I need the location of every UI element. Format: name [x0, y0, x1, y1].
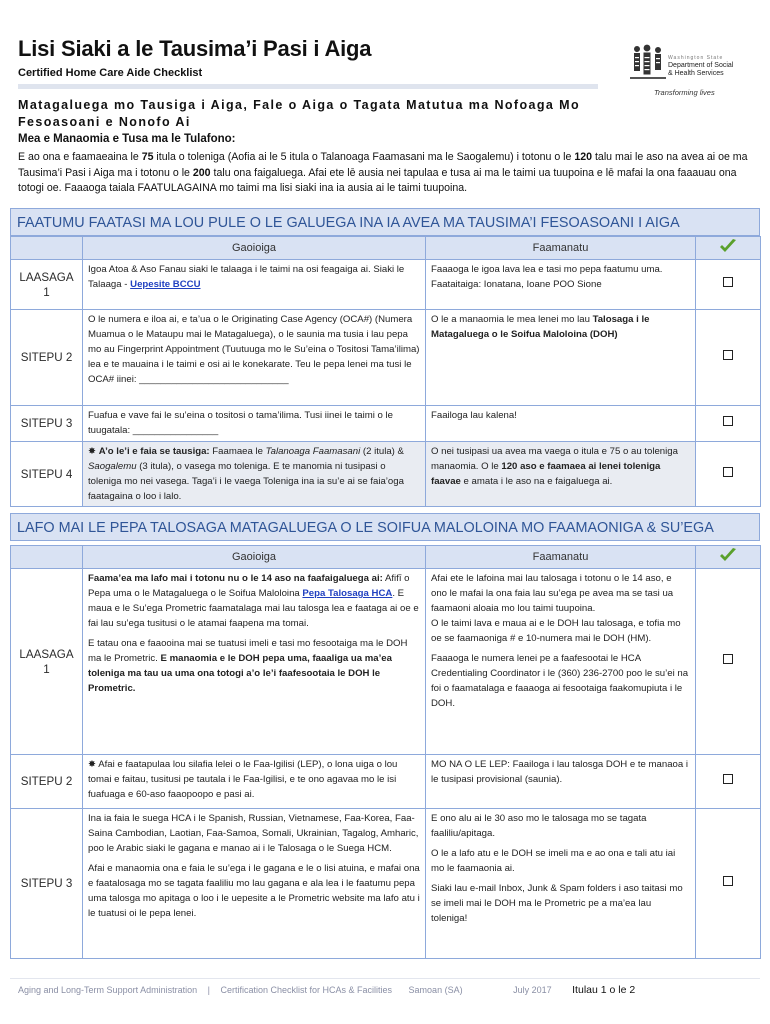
action-bold: E manaomia e le DOH pepa uma, faaaliga ua ma’ea toleniga ma tau ua uma ona totogi a’o le’i faafesootaia le DOH le Prometric.	[88, 653, 392, 694]
table-row	[11, 406, 761, 442]
action-cell: O le numera e iloa ai, e ta’ua o le Originating Case Agency (OCA#) (Numera Muamua o le Mataupu mai le Matagaluega), o le saunia ma tusia i lau pepa mo au Fingerprint Appointment (Tuutuuga mo le Su’eina o Tositosi Tama’ilima) lea e te mauaina i le taimi e osi ai le konekarate. Teu le pepa lenei ma tusi le OCA# iinei: ____________________________	[83, 310, 426, 406]
program-heading: Matagaluega mo Tausiga i Aiga, Fale o Aiga o Tagata Matutua ma Nofoaga Mo Fesoasoani e Nonofo Ai	[18, 98, 580, 129]
action-bold: A’o le’i e faia se tausiga:	[98, 446, 210, 457]
requirements-heading: Mea e Manaomia e Tusa ma le Tulafono:	[18, 133, 236, 145]
action-text: Afai e manaomia ona e faia le su’ega i le gagana e le o lisi atuina, e mafai ona e faatalosaga mo se tagata faaliliu mo lau gagana e ala lea i le faatumu pepa uma talosga mo apitaga o loo i le uepesite a le Prometric website ma lafo atu i le tuatusi oi le pepa lenei.	[88, 863, 420, 919]
intro-hours-75: 75	[141, 151, 154, 163]
action-cell	[83, 442, 426, 507]
step-label: SITEPU 3	[11, 809, 83, 959]
notes-cell: Faailoga lau kalena!	[426, 406, 696, 442]
table-row	[11, 809, 761, 959]
action-text: (3 itula), o vasega mo toleniga. E te manomia ni tusipasi o toleniga mo nei vasega. Taga’i i le vaega Toleniga ina ia su’e ai se faia’oga faatagaina o loo i lalo.	[88, 461, 404, 502]
notes-bold: Talosaga i le Matagaluega o le Soifua Maloloina (DOH)	[431, 314, 650, 340]
logo-tagline: Transforming lives	[654, 88, 715, 97]
notes-cell	[426, 569, 696, 755]
table-row	[11, 755, 761, 809]
notes-text: Faaaoga le numera lenei pe a faafesootai le HCA Credentialing Coordinator i le (360) 236-2700 poo le su’ei na foi o faamatalaga e faaaoga ai fesootaiga faakomupiuta i le DOH.	[431, 653, 689, 709]
column-check	[696, 237, 761, 260]
action-cell: Fuafua e vave fai le su’eina o tositosi o tama’ilima. Tusi iinei le taimi o le tuugatala: ________________	[83, 406, 426, 442]
action-cell	[83, 569, 426, 755]
table-row	[11, 442, 761, 507]
checkbox-cell	[696, 442, 761, 507]
notes-cell: MO NA O LE LEP: Faailoga i lau talosga DOH e te manaoa i le tusipasi provisional (saunia).	[426, 755, 696, 809]
step-label: LAASAGA 1	[11, 260, 83, 310]
notes-text: O le a manaomia le mea lenei mo lau	[431, 314, 593, 325]
intro-days-200: 200	[192, 166, 211, 179]
page-subtitle: Certified Home Care Aide Checklist	[18, 67, 203, 79]
action-cell	[83, 260, 426, 310]
step-checkbox[interactable]	[723, 467, 733, 477]
page-title: Lisi Siaki a le Tausima’i Pasi i Aiga	[18, 36, 372, 61]
footer-org: Aging and Long-Term Support Administration	[18, 985, 198, 995]
step-checkbox[interactable]	[723, 774, 733, 784]
notes-text: O nei tusipasi ua avea ma vaega o itula e 75 o au toleniga manaomia. O le	[431, 446, 678, 472]
notes-cell: Faaaoga le igoa lava lea e tasi mo pepa faatumu uma. Faataitaiga: Ionatana, Ioane POO Sione	[426, 260, 696, 310]
title-divider	[18, 84, 598, 89]
step-label: SITEPU 2	[11, 310, 83, 406]
step-label: SITEPU 4	[11, 442, 83, 507]
step-checkbox[interactable]	[723, 277, 733, 287]
blank-header-cell	[11, 546, 83, 569]
column-action: Gaoioiga	[83, 237, 426, 260]
section-1-table	[10, 236, 761, 507]
column-check	[696, 546, 761, 569]
notes-text: Afai ete le lafoina mai lau talosaga i totonu o le 14 aso, e ono le mafai la ona faia lau su’ega pe avea ma se tasi ua faamaoni aloaia mo lou taimi tuupoina.	[431, 573, 674, 614]
step-label: LAASAGA 1	[11, 569, 83, 755]
action-text: . E maua e le Su’ega Prometric faamatalaga mai lau talosga lea e faataga ai oe e fai lau su’ega tusitusi o le atamai faapena ma tomai.	[88, 588, 419, 629]
action-text: Igoa Atoa & Aso Fanau siaki le talaaga i le taimi na osi feagaiga ai. Siaki le Talaaga -	[88, 264, 405, 290]
action-text: Afai e faatapulaa lou silafia lelei o le Faa-Igilisi (LEP), o lona uiga o lou tomai e faitau, tusitusi pe tautala i le Faa-Igilisi, e te ono agavaa mo le isi fuafuaga e 60-aso faaopoopo e pasi ai.	[88, 759, 398, 800]
notes-text: O le taimi lava e maua ai e le DOH lau talosaga, e tofia mo oe se faamaoniga # e 10-numera mai le DOH (HM).	[431, 618, 681, 644]
bccu-website-link[interactable]: Uepesite BCCU	[130, 279, 201, 290]
step-checkbox[interactable]	[723, 416, 733, 426]
dshs-logo	[628, 44, 748, 100]
action-italic: Saogalemu	[88, 461, 137, 472]
action-text: Afifī o Pepa uma o le Matagaluega o le Soifua Maloloina	[88, 573, 410, 599]
section-2-column-header	[11, 546, 761, 569]
section-2-table	[10, 545, 761, 959]
section-2-header: LAFO MAI LE PEPA TALOSAGA MATAGALUEGA O LE SOIFUA MALOLOINA MO FAAMAONIGA & SU’EGA	[10, 513, 760, 541]
action-text: Faamaea le	[209, 446, 266, 457]
action-text: Ina ia faia le suega HCA i le Spanish, Russian, Vietnamese, Faa-Korea, Faa-Saina Cambodian, Laotian, Faa-Samoa, Somali, Ukrainian, Tagalog, Amharic, poo le Arabic siaki le gagana e manao ai i le Talosaga o le Suega HCM.	[88, 813, 419, 854]
action-text: E tatau ona e faaooina mai se tuatusi imeli e tasi mo fesootaiga ma le DOH ma le Prometric.	[88, 638, 408, 664]
logo-text	[668, 54, 748, 78]
checkbox-cell	[696, 809, 761, 959]
intro-days-120: 120	[574, 151, 593, 163]
checkbox-cell	[696, 569, 761, 755]
step-checkbox[interactable]	[723, 654, 733, 664]
table-row	[11, 310, 761, 406]
footer-doc-title: Certification Checklist for HCAs & Facilities	[220, 985, 393, 995]
column-action: Gaoioiga	[83, 546, 426, 569]
notes-cell	[426, 809, 696, 959]
table-row	[11, 569, 761, 755]
notes-cell	[426, 310, 696, 406]
notes-text: E ono alu ai le 30 aso mo le talosaga mo se tagata faaliliu/apitaga.	[431, 813, 647, 839]
intro-text-2: itula o toleniga (Aofia ai le 5 itula o Talanoaga Faamasani ma le Saogalemu) i totonu o le	[153, 151, 575, 163]
footer-date: July 2017	[513, 985, 552, 995]
action-italic: Talanoaga Faamasani	[265, 446, 361, 457]
action-text: (2 itula) &	[360, 446, 404, 457]
page-footer	[18, 984, 643, 996]
action-cell	[83, 809, 426, 959]
intro-paragraph	[18, 150, 758, 197]
footer-page-number: Itulau 1 o le 2	[572, 984, 636, 996]
checkbox-cell	[696, 260, 761, 310]
intro-text-1: E ao ona e faamaeaina le	[18, 151, 142, 163]
logo-dept-line2: & Health Services	[668, 70, 724, 77]
action-bold: Faama’ea ma lafo mai i totonu nu o le 14 aso na faafaigaluega ai:	[88, 573, 383, 584]
intro-text-3: talu mai le aso na avea ai oe ma Tausima’i Pasi i Aiga ma i totonu o le	[18, 151, 748, 179]
hca-application-link[interactable]: Pepa Talosaga HCA	[302, 588, 393, 599]
action-cell	[83, 755, 426, 809]
blank-header-cell	[11, 237, 83, 260]
checkbox-cell	[696, 755, 761, 809]
column-notes: Faamanatu	[426, 546, 696, 569]
intro-text-4: talu ona faigaluega. Afai ete lē ausia nei tapulaa e tusa ai ma le taimi ua tuupoina e lē mafai la ona faaauau ona totogi oe. Faaaoga taiala FAATULAGAINA mo taimi ma lisi siaki ina ia ausia ai le taimi tuupoina.	[18, 166, 737, 194]
footer-separator: |	[207, 985, 210, 995]
step-label: SITEPU 3	[11, 406, 83, 442]
checkbox-cell	[696, 310, 761, 406]
bullet-icon: ✸	[88, 759, 99, 770]
dshs-people-logo-icon	[630, 44, 666, 84]
notes-text: O le a lafo atu e le DOH se imeli ma e ao ona e tali atu iai mo le faamaonia ai.	[431, 848, 676, 874]
notes-bold: 120 aso e faamaea ai lenei toleniga faavae	[431, 461, 661, 487]
green-checkmark-icon	[719, 238, 737, 254]
notes-cell	[426, 442, 696, 507]
step-checkbox[interactable]	[723, 876, 733, 886]
section-1-column-header	[11, 237, 761, 260]
column-notes: Faamanatu	[426, 237, 696, 260]
notes-text: e amata i le aso na e faigaluega ai.	[460, 476, 613, 487]
logo-state: Washington State	[668, 55, 724, 61]
checkbox-cell	[696, 406, 761, 442]
table-row	[11, 260, 761, 310]
section-1-header: FAATUMU FAATASI MA LOU PULE O LE GALUEGA INA IA AVEA MA TAUSIMA’I FESOASOANI I AIGA	[10, 208, 760, 236]
logo-dept-line1: Department of Social	[668, 62, 734, 69]
notes-text: Siaki lau e-mail Inbox, Junk & Spam folders i aso taitasi mo se imeli mai le DOH ma le Prometric pe a ma’ea lau toleniga!	[431, 883, 683, 924]
bullet-icon: ✸	[88, 446, 99, 457]
footer-divider	[10, 978, 760, 979]
footer-language: Samoan (SA)	[408, 985, 463, 995]
step-label: SITEPU 2	[11, 755, 83, 809]
green-checkmark-icon	[719, 547, 737, 563]
step-checkbox[interactable]	[723, 350, 733, 360]
